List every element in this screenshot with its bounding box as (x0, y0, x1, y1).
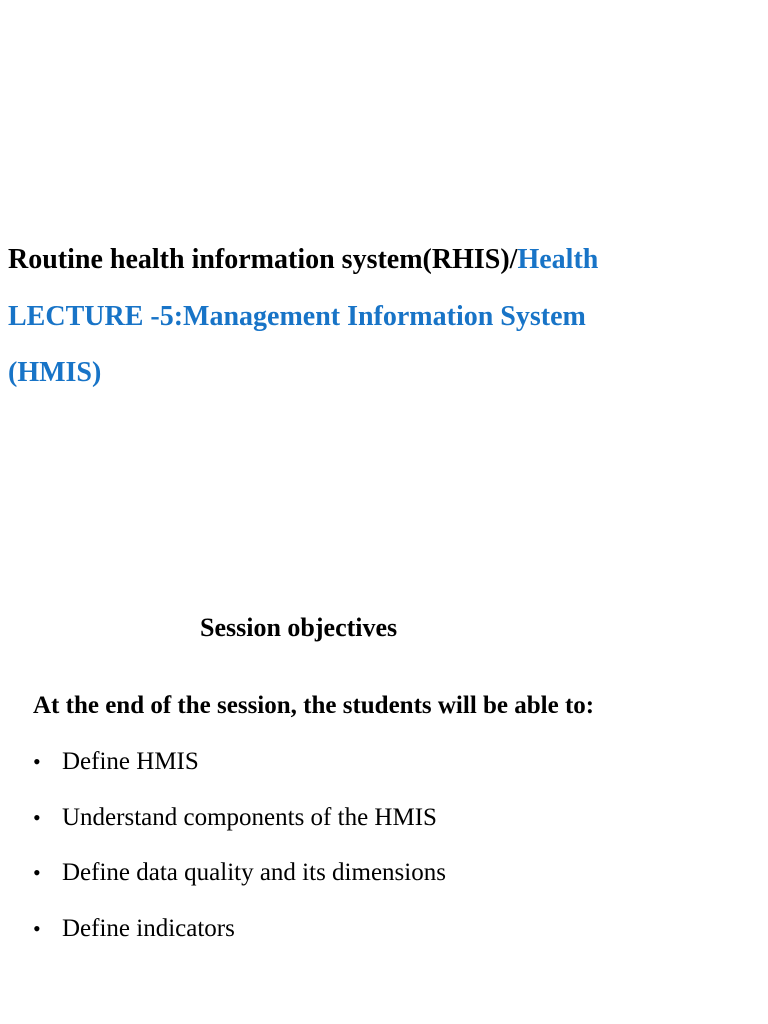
bullet-icon: • (33, 804, 41, 830)
title-line-2: LECTURE -5:Management Information System (8, 300, 586, 332)
title-line-3: (HMIS) (8, 357, 102, 388)
bullet-icon: • (33, 860, 41, 886)
lecture-title (8, 232, 748, 402)
objectives-intro: At the end of the session, the students will be able to: (33, 692, 595, 719)
bullet-icon: • (33, 749, 41, 774)
title-line-1 (8, 232, 748, 289)
list-item (33, 744, 446, 800)
list-item (33, 911, 446, 967)
objective-text: Define indicators (62, 915, 235, 943)
title-health-text: Health (517, 244, 599, 275)
list-item (33, 855, 446, 911)
session-objectives-heading: Session objectives (200, 613, 398, 642)
objective-text: Define HMIS (62, 748, 199, 775)
bullet-icon: • (33, 916, 41, 942)
objective-text: Understand components of the HMIS (62, 803, 437, 831)
title-rhis-text: Routine health information system(RHIS)/ (8, 244, 518, 275)
objectives-list (33, 744, 446, 967)
objective-text: Define data quality and its dimensions (62, 859, 446, 887)
list-item (33, 800, 446, 856)
